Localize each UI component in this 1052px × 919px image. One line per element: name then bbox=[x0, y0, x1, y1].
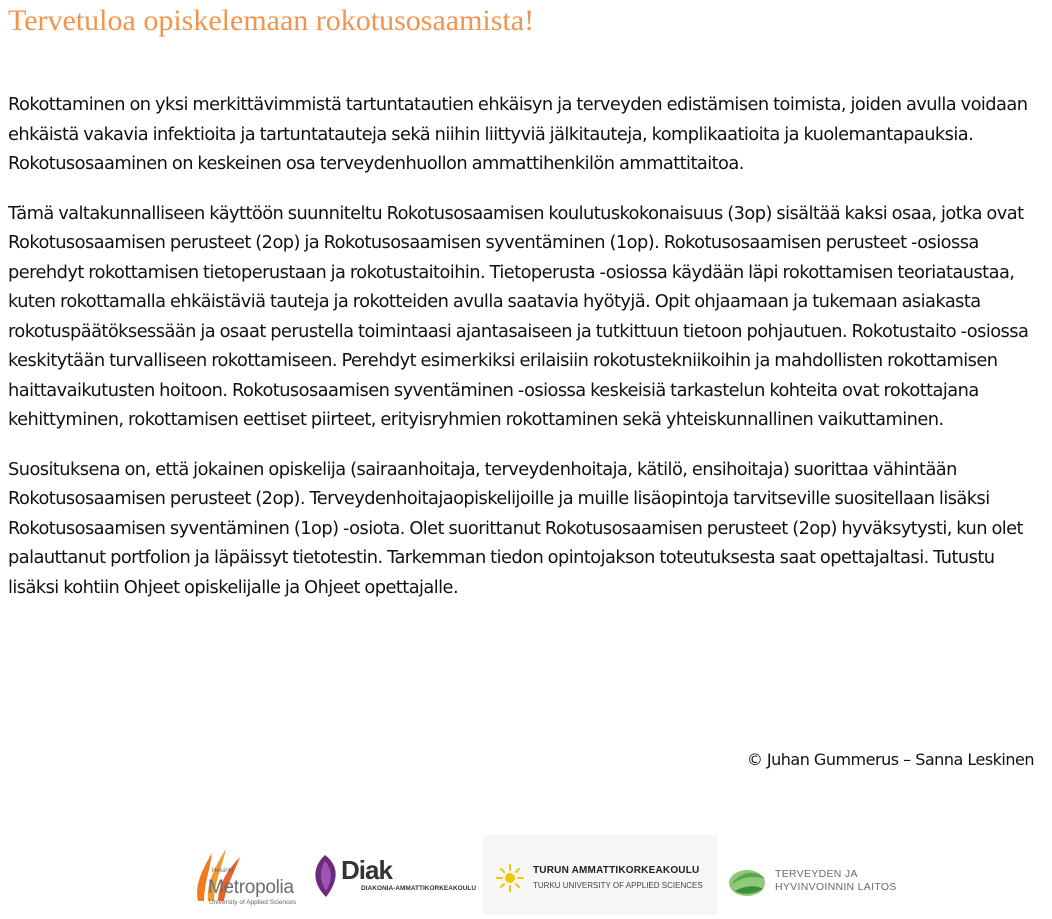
thl-name-line-1: TERVEYDEN JA bbox=[775, 868, 858, 880]
turku-sun-icon bbox=[495, 863, 525, 893]
intro-content bbox=[8, 90, 1044, 622]
metropolia-subtitle: University of Applied Sciences bbox=[209, 899, 297, 906]
thl-name-line-2: HYVINVOINNIN LAITOS bbox=[775, 881, 897, 893]
diak-logo bbox=[308, 835, 483, 915]
copyright-notice: © Juhan Gummerus – Sanna Leskinen bbox=[746, 750, 1034, 769]
turku-logo bbox=[483, 835, 718, 915]
intro-paragraph-2: Tämä valtakunnalliseen käyttöön suunniteltu Rokotusosaamisen koulutuskokonaisuus (3op) sisältää kaksi osaa, jotka ovat Rokotusosaamisen perusteet (2op) ja Rokotusosaamisen syventäminen (1op). Rokotusosaamisen perusteet -osiossa perehdyt rokottamisen tietoperustaan ja rokotustaitoihin. Tietoperusta -osiossa käydään läpi rokottamisen teoriataustaa, kuten rokottamalla ehkäistäviä tauteja ja rokotteiden avulla saatavia hyötyjä. Opit ohjaamaan ja tukemaan asiakasta rokotuspäätöksessään ja osaat perustella toimintaasi ajantasaiseen ja tutkittuun tietoon pohjautuen. Rokotustaito -osiossa keskitytään turvalliseen rokottamiseen. Perehdyt esimerkiksi erilaisiin rokotustekniikoihin ja mahdollisten rokottamisen haittavaikutusten hoitoon. Rokotusosaamisen syventäminen -osiossa keskeisiä tarkastelun kohteita ovat rokottajana kehittyminen, rokottamisen eettiset piirteet, erityisryhmien rokottaminen sekä yhteiskunnallinen vaikuttaminen. bbox=[8, 202, 1029, 430]
diak-leaf-icon bbox=[308, 853, 342, 899]
thl-name bbox=[775, 868, 897, 894]
turku-name: TURUN AMMATTIKORKEAKOULU bbox=[533, 865, 700, 876]
page-title: Tervetuloa opiskelemaan rokotusosaamista! bbox=[8, 4, 535, 37]
partner-logos bbox=[190, 835, 910, 915]
thl-globe-icon bbox=[727, 861, 769, 901]
intro-paragraph-3: Suosituksena on, että jokainen opiskelija (sairaanhoitaja, terveydenhoitaja, kätilö, ensihoitaja) suorittaa vähintään Rokotusosaamisen perusteet (2op). Terveydenhoitajaopiskelijoille ja muille lisäopintoja tarvitseville suositellaan lisäksi Rokotusosaamisen syventäminen (1op) -osiota. Olet suorittanut Rokotusosaamisen perusteet (2op) hyväksytysti, kun olet palauttanut portfolion ja läpäissyt tietotestin. Tarkemman tiedon opintojakson toteutuksesta saat opettajaltasi. Tutustu lisäksi kohtiin Ohjeet opiskelijalle ja Ohjeet opettajalle. bbox=[8, 458, 1023, 598]
metropolia-name: Metropolia bbox=[208, 877, 294, 898]
metropolia-logo bbox=[190, 835, 310, 915]
metropolia-city: Helsinki bbox=[212, 868, 234, 874]
diak-name: Diak bbox=[341, 855, 392, 885]
diak-subtitle: DIAKONIA-AMMATTIKORKEAKOULU bbox=[361, 885, 477, 892]
thl-logo bbox=[727, 835, 907, 915]
turku-subtitle: TURKU UNIVERSITY OF APPLIED SCIENCES bbox=[533, 881, 703, 890]
intro-paragraph-1: Rokottaminen on yksi merkittävimmistä tartuntatautien ehkäisyn ja terveyden edistämisen toimista, joiden avulla voidaan ehkäistä vakavia infektioita ja tartuntatauteja sekä niihin liittyviä jälkitauteja, komplikaatioita ja kuolemantapauksia. Rokotusosaaminen on keskeinen osa terveydenhuollon ammattihenkilön ammattitaitoa. bbox=[8, 94, 1028, 174]
